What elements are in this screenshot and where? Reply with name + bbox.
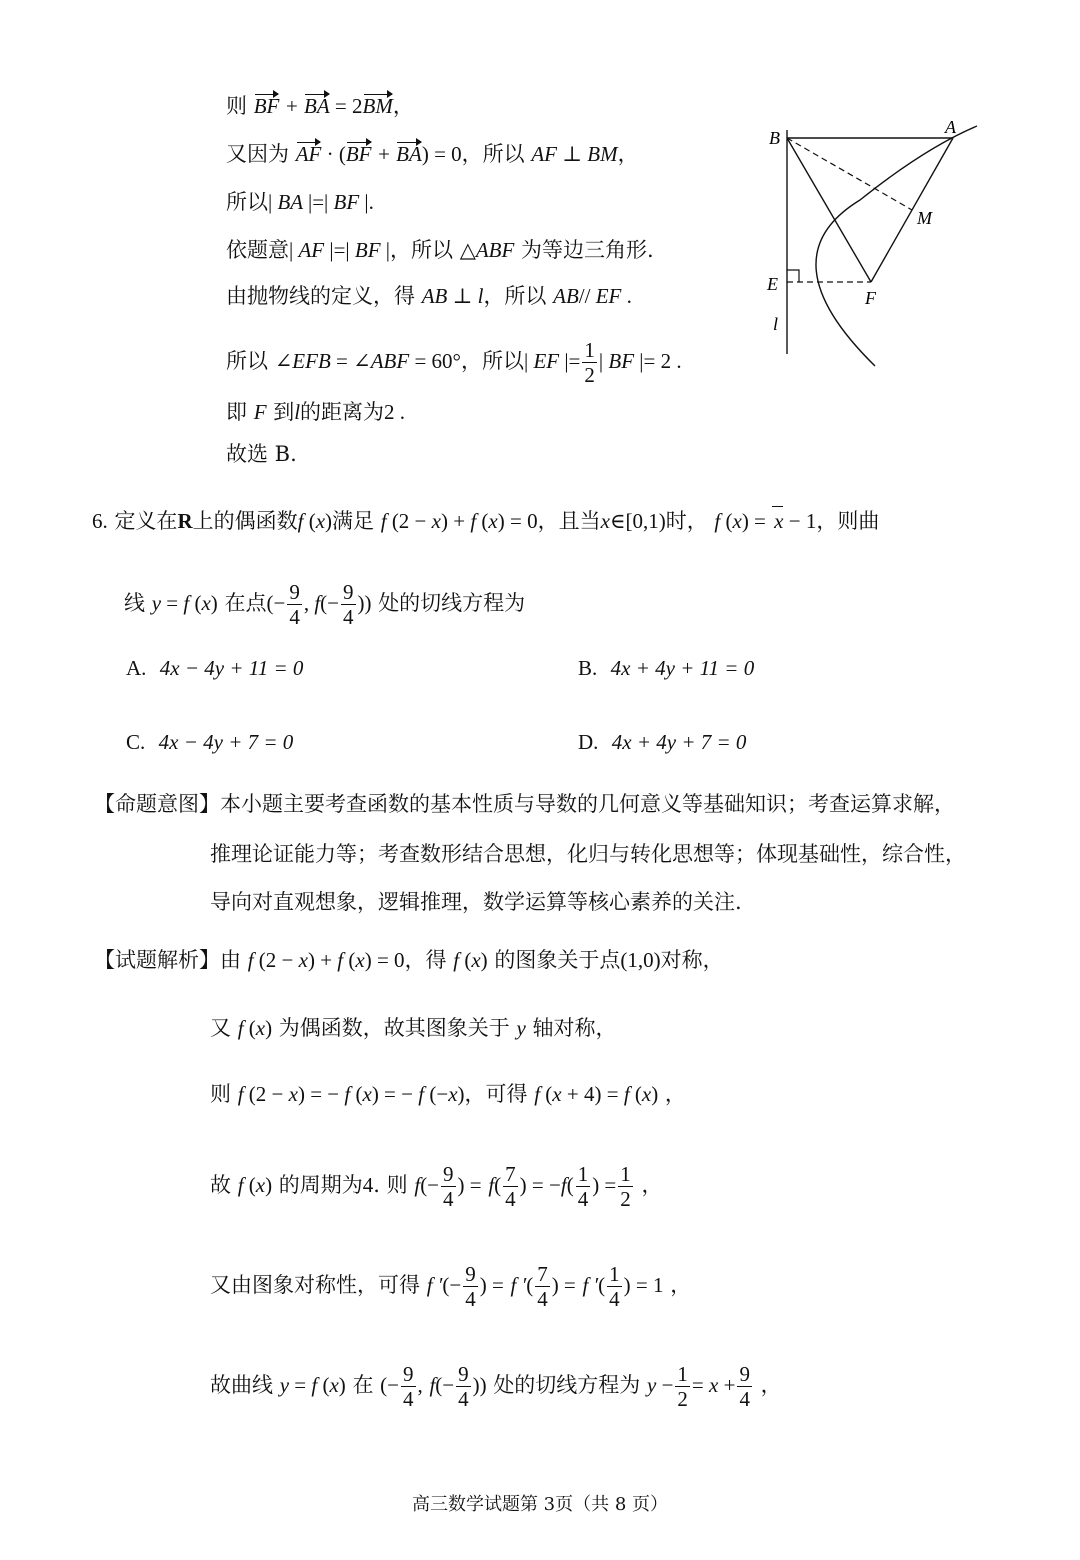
label-l: l — [773, 314, 779, 334]
label-m: M — [917, 208, 932, 228]
text: 由 — [220, 948, 241, 972]
text: 在 — [352, 1373, 374, 1397]
text: ， — [664, 1082, 686, 1106]
intent-line-3: 导向对直观想象，逻辑推理，数学运算等核心素养的关注. — [210, 890, 742, 914]
text: ，所以 — [460, 349, 524, 373]
text: 的周期为 — [278, 1173, 363, 1197]
text: . 则 — [373, 1173, 408, 1197]
text: 处的切线方程为 — [493, 1373, 641, 1397]
analysis-line-6: 故曲线 y = f (x) 在 (− $\frac{9}{4}$ , f(− $\frac{9}{4}$ )) 处的切线方程为 y − $\frac{1}{2}$ = x + $\frac{9}{4}$ ， — [210, 1362, 782, 1411]
option-expression: 4x − 4y + 11 = 0 — [159, 656, 304, 680]
option-label: B. — [578, 656, 598, 680]
option-label: D. — [578, 730, 599, 754]
parabola-figure — [755, 108, 985, 383]
text: 本小题主要考查函数的基本性质与导数的几何意义等基础知识；考查运算求解， — [220, 792, 955, 816]
question-number: 6. — [92, 509, 108, 533]
text: 则 — [210, 1082, 231, 1106]
option-expression: 4x − 4y + 7 = 0 — [158, 730, 294, 754]
option-d[interactable] — [578, 728, 746, 756]
text: ，则曲 — [816, 509, 880, 533]
solution-line-5: 由抛物线的定义，得 AB ⊥ l，所以 AB// EF . — [226, 284, 632, 308]
text: 对称， — [660, 948, 724, 972]
question-6-line-2: 线 y = f (x) 在点(− $\frac{9}{4}$ , f(− $\frac{9}{4}$ )) 处的切线方程为 — [124, 580, 526, 629]
question-6-line-1: 6. 定义在R上的偶函数f (x)满足 f (2 − x) + f (x) = 0，且当x∈[0,1)时， f (x) = x − 1，则曲 — [92, 506, 879, 535]
text: 由抛物线的定义，得 — [226, 284, 415, 308]
text: 为偶函数，故其图象关于 — [278, 1016, 510, 1040]
text: 故 — [210, 1173, 231, 1197]
segment-bf — [787, 138, 871, 282]
right-angle-mark — [787, 270, 799, 282]
text: ，且当 — [537, 509, 601, 533]
text: ， — [760, 1373, 782, 1397]
analysis-line-4: 故 f (x) 的周期为4. 则 f(− $\frac{9}{4}$ ) = f( $\frac{7}{4}$ ) = −f( $\frac{1}{4}$ ) = $\frac{1}{2}$ ， — [210, 1162, 663, 1211]
text: 定义在 — [114, 509, 178, 533]
intent-label: 【命题意图】 — [94, 792, 220, 816]
solution-line-1: 则 BF + BA = 2BM， — [226, 94, 414, 118]
text: 轴对称， — [532, 1016, 617, 1040]
text: ，得 — [404, 948, 447, 972]
option-expression: 4x + 4y + 11 = 0 — [610, 656, 755, 680]
text: ， — [670, 1273, 692, 1297]
text: 又因为 — [226, 142, 289, 166]
option-expression: 4x + 4y + 7 = 0 — [611, 730, 747, 754]
analysis-line-1: 【试题解析】由 f (2 − x) + f (x) = 0，得 f (x) 的图象关于点(1,0)对称， — [94, 948, 724, 972]
text: 所以 — [226, 190, 268, 214]
text: 即 — [226, 400, 247, 424]
option-b[interactable] — [578, 654, 754, 682]
text: 又 — [210, 1016, 231, 1040]
text: 到 — [273, 400, 295, 424]
text: ，所以 — [461, 142, 525, 166]
text: 满足 — [332, 509, 375, 533]
solution-line-7: 即 F 到l的距离为2 . — [226, 400, 406, 424]
text: 所以 — [226, 349, 268, 373]
analysis-line-5: 又由图象对称性，可得 f ′(− $\frac{9}{4}$ ) = f ′( $\frac{7}{4}$ ) = f ′( $\frac{1}{4}$ ) = 1 ， — [210, 1262, 692, 1311]
text: 故曲线 — [210, 1373, 273, 1397]
text: ，可得 — [464, 1082, 528, 1106]
label-b: B — [769, 128, 780, 148]
option-label: C. — [126, 730, 146, 754]
text: 在点 — [224, 591, 267, 615]
text: 依题意 — [226, 238, 289, 262]
label-a: A — [945, 117, 956, 137]
solution-line-3: 所以| BA |=| BF |. — [226, 190, 374, 214]
text: 则 — [226, 94, 247, 118]
solution-line-4: 依题意| AF |=| BF |，所以 △ABF 为等边三角形. — [226, 238, 654, 262]
text: 线 — [124, 591, 145, 615]
option-a[interactable] — [126, 654, 303, 682]
text: ，所以 — [483, 284, 547, 308]
analysis-line-2: 又 f (x) 为偶函数，故其图象关于 y 轴对称， — [210, 1016, 617, 1040]
solution-line-8: 故选 B. — [226, 442, 297, 466]
text: 上的偶函数 — [192, 509, 298, 533]
text: 为等边三角形. — [521, 238, 654, 262]
text: R — [177, 509, 193, 533]
parabola-curve — [816, 126, 977, 366]
text: 的距离为 — [300, 400, 385, 424]
text: ， — [641, 1173, 663, 1197]
option-label: A. — [126, 656, 147, 680]
analysis-line-3: 则 f (2 − x) = − f (x) = − f (−x)，可得 f (x + 4) = f (x) ， — [210, 1082, 686, 1106]
text: 又由图象对称性，可得 — [210, 1273, 420, 1297]
page-footer: 高三数学试题第 3页（共 8 页） — [411, 1494, 669, 1515]
label-e: E — [767, 274, 778, 294]
option-c[interactable] — [126, 728, 293, 756]
text: 处的切线方程为 — [378, 591, 526, 615]
text: 时， — [665, 509, 708, 533]
solution-line-6: 所以 ∠EFB = ∠ABF = 60°，所以| EF |= $\frac{1}{2}$ | BF |= 2 . — [226, 338, 682, 387]
text: ，所以 — [390, 238, 454, 262]
label-f: F — [865, 288, 876, 308]
analysis-label: 【试题解析】 — [94, 948, 220, 972]
text: 的图象关于点 — [494, 948, 621, 972]
intent-line-1 — [94, 790, 955, 818]
solution-line-2: 又因为 AF · (BF + BA) = 0，所以 AF ⊥ BM， — [226, 142, 639, 166]
intent-line-2: 推理论证能力等；考查数形结合思想，化归与转化思想等；体现基础性，综合性， — [210, 842, 966, 866]
